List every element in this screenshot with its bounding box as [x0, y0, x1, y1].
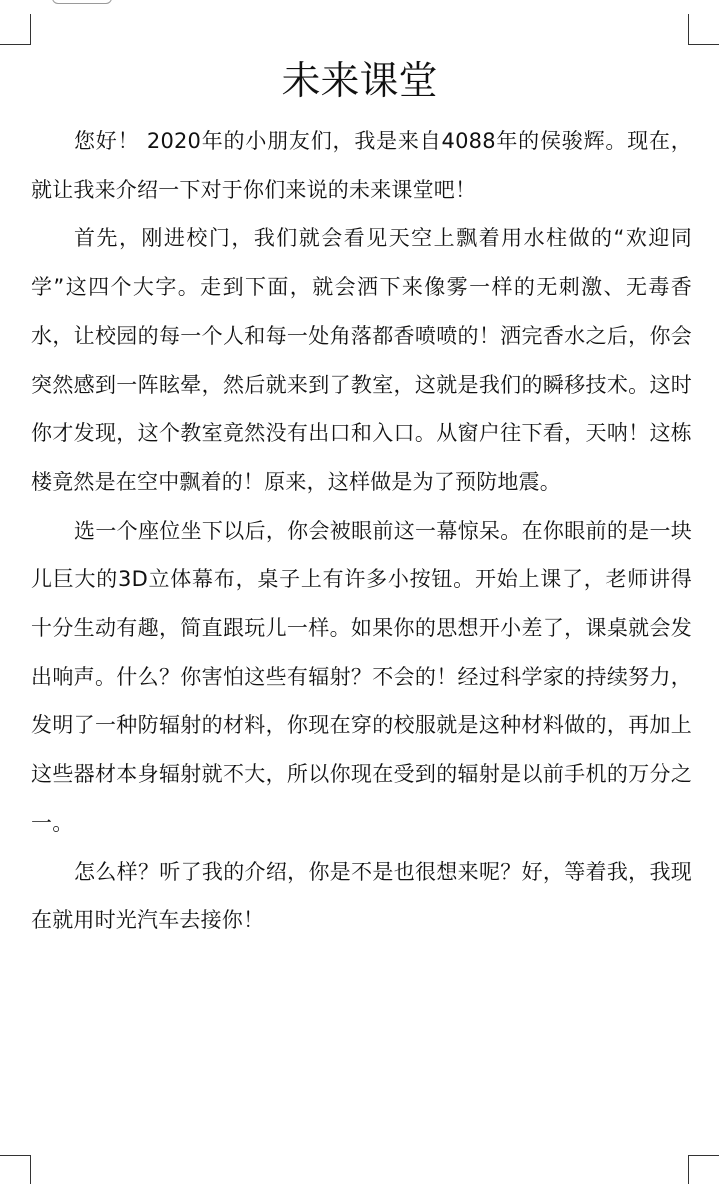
document-title: 未来课堂: [281, 59, 438, 104]
top-tab-edge: [52, 0, 112, 4]
crop-mark-bottom-left: [0, 1155, 31, 1184]
crop-mark-top-right: [688, 14, 719, 45]
crop-mark-bottom-right: [688, 1155, 719, 1184]
document-body: [31, 117, 692, 945]
paragraph-arrival: 首先，刚进校门，我们就会看见天空上飘着用水柱做的“欢迎同学”这四个大字。走到下面，就会洒下来像雾一样的无刺激、无毒香水，让校园的每一个人和每一处角落都香喷喷的！洒完香水之后，你会突然感到一阵眩晕，然后就来到了教室，这就是我们的瞬移技术。这时你才发现，这个教室竟然没有出口和入口。从窗户往下看，天呐！这栋楼竟然是在空中飘着的！原来，这样做是为了预防地震。: [31, 226, 692, 494]
paragraph-closing: 怎么样？听了我的介绍，你是不是也很想来呢？好，等着我，我现在就用时光汽车去接你！: [31, 859, 692, 933]
crop-mark-top-left: [0, 14, 31, 45]
paragraph-greeting: 您好！ 2020年的小朋友们，我是来自4088年的侯骏辉。现在，就让我来介绍一下对于你们来说的未来课堂吧！: [31, 129, 692, 202]
paragraph-classroom: 选一个座位坐下以后，你会被眼前这一幕惊呆。在你眼前的是一块儿巨大的3D立体幕布，桌子上有许多小按钮。开始上课了，老师讲得十分生动有趣，简直跟玩儿一样。如果你的思想开小差了，课桌就会发出响声。什么？你害怕这些有辐射？不会的！经过科学家的持续努力，发明了一种防辐射的材料，你现在穿的校服就是这种材料做的，再加上这些器材本身辐射就不大，所以你现在受到的辐射是以前手机的万分之一。: [31, 518, 692, 835]
